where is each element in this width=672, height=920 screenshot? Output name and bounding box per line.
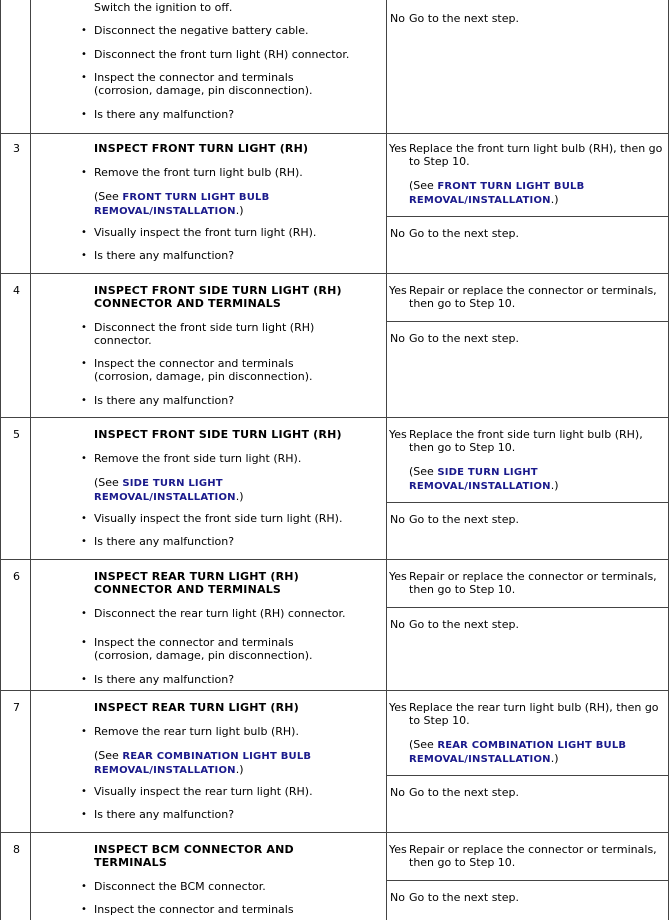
- list-item: Disconnect the BCM connector.: [94, 880, 266, 893]
- step-number: 4: [13, 284, 20, 297]
- step-heading: INSPECT REAR TURN LIGHT (RH) CONNECTOR AND TERMINALS: [94, 570, 299, 596]
- table-row: [0, 0, 669, 134]
- list-item: Disconnect the negative battery cable.: [94, 24, 309, 37]
- list-item: Inspect the connector and terminals (corrosion, damage, pin disconnection).: [94, 357, 313, 383]
- list-item: Inspect the connector and terminals (corrosion, damage, pin disconnection).: [94, 636, 313, 662]
- bullet-icon: •: [81, 536, 87, 547]
- list-item: Is there any malfunction?: [94, 535, 235, 548]
- reference-link[interactable]: SIDE TURN LIGHT REMOVAL/INSTALLATION: [409, 467, 551, 492]
- list-item: Remove the front turn light bulb (RH).: [94, 166, 303, 179]
- list-item: Is there any malfunction?: [94, 394, 235, 407]
- bullet-icon: •: [81, 513, 87, 524]
- bullet-icon: •: [81, 109, 87, 120]
- step-number: 5: [13, 428, 20, 441]
- no-answer: Go to the next step.: [409, 12, 519, 25]
- list-item: Disconnect the rear turn light (RH) connector.: [94, 607, 346, 620]
- see-reference: (See REAR COMBINATION LIGHT BULB REMOVAL/INSTALLATION.): [409, 738, 627, 765]
- list-item: Visually inspect the front turn light (RH).: [94, 226, 317, 239]
- list-item: Is there any malfunction?: [94, 673, 235, 686]
- bullet-icon: •: [81, 395, 87, 406]
- no-label: No: [390, 618, 405, 631]
- table-row: [0, 560, 669, 691]
- bullet-icon: •: [81, 786, 87, 797]
- reference-link[interactable]: SIDE TURN LIGHT REMOVAL/INSTALLATION: [94, 478, 236, 503]
- bullet-icon: •: [81, 227, 87, 238]
- list-item: Is there any malfunction?: [94, 808, 235, 821]
- bullet-icon: •: [81, 453, 87, 464]
- no-label: No: [390, 786, 405, 799]
- no-answer: Go to the next step.: [409, 332, 519, 345]
- list-item: Visually inspect the rear turn light (RH).: [94, 785, 313, 798]
- bullet-icon: •: [81, 608, 87, 619]
- list-item: Inspect the connector and terminals (corrosion, damage, pin disconnection).: [94, 71, 313, 97]
- reference-link[interactable]: REAR COMBINATION LIGHT BULB REMOVAL/INSTALLATION: [94, 751, 312, 776]
- see-reference: (See FRONT TURN LIGHT BULB REMOVAL/INSTALLATION.): [94, 190, 270, 217]
- step-number: 6: [13, 570, 20, 583]
- list-item: Visually inspect the front side turn light (RH).: [94, 512, 343, 525]
- no-answer: Go to the next step.: [409, 891, 519, 904]
- bullet-icon: •: [81, 358, 87, 369]
- table-row: [0, 134, 669, 274]
- no-answer: Go to the next step.: [409, 618, 519, 631]
- yes-label: Yes: [389, 843, 407, 856]
- bullet-icon: •: [81, 904, 87, 915]
- yes-answer: Replace the front side turn light bulb (RH), then go to Step 10.: [409, 428, 643, 454]
- list-item: Disconnect the front side turn light (RH) connector.: [94, 321, 315, 347]
- no-answer: Go to the next step.: [409, 227, 519, 240]
- yes-label: Yes: [389, 284, 407, 297]
- yes-answer: Replace the front turn light bulb (RH), then go to Step 10.: [409, 142, 663, 168]
- table-row: [0, 691, 669, 833]
- yes-answer: Repair or replace the connector or terminals, then go to Step 10.: [409, 843, 657, 869]
- bullet-icon: •: [81, 881, 87, 892]
- step-heading: INSPECT FRONT SIDE TURN LIGHT (RH) CONNECTOR AND TERMINALS: [94, 284, 342, 310]
- reference-link[interactable]: REAR COMBINATION LIGHT BULB REMOVAL/INSTALLATION: [409, 740, 627, 765]
- no-answer: Go to the next step.: [409, 786, 519, 799]
- no-label: No: [390, 12, 405, 25]
- bullet-icon: •: [81, 674, 87, 685]
- bullet-icon: •: [81, 167, 87, 178]
- bullet-icon: •: [81, 72, 87, 83]
- list-item: Remove the front side turn light (RH).: [94, 452, 302, 465]
- bullet-icon: •: [81, 809, 87, 820]
- step-heading: INSPECT REAR TURN LIGHT (RH): [94, 701, 299, 714]
- yes-answer: Repair or replace the connector or terminals, then go to Step 10.: [409, 284, 657, 310]
- yes-label: Yes: [389, 701, 407, 714]
- yes-answer: Replace the rear turn light bulb (RH), then go to Step 10.: [409, 701, 659, 727]
- yes-label: Yes: [389, 428, 407, 441]
- table-row: [0, 418, 669, 560]
- bullet-icon: •: [81, 726, 87, 737]
- list-item: Switch the ignition to off.: [94, 1, 233, 14]
- step-heading: INSPECT FRONT SIDE TURN LIGHT (RH): [94, 428, 342, 441]
- no-label: No: [390, 332, 405, 345]
- no-label: No: [390, 227, 405, 240]
- yes-label: Yes: [389, 570, 407, 583]
- see-reference: (See FRONT TURN LIGHT BULB REMOVAL/INSTALLATION.): [409, 179, 585, 206]
- step-number: 8: [13, 843, 20, 856]
- no-answer: Go to the next step.: [409, 513, 519, 526]
- step-heading: INSPECT FRONT TURN LIGHT (RH): [94, 142, 309, 155]
- table-row: [0, 833, 669, 920]
- no-label: No: [390, 513, 405, 526]
- yes-answer: Repair or replace the connector or terminals, then go to Step 10.: [409, 570, 657, 596]
- yes-label: Yes: [389, 142, 407, 155]
- list-item: Remove the rear turn light bulb (RH).: [94, 725, 299, 738]
- list-item: Disconnect the front turn light (RH) connector.: [94, 48, 350, 61]
- list-item: Is there any malfunction?: [94, 249, 235, 262]
- no-label: No: [390, 891, 405, 904]
- see-reference: (See REAR COMBINATION LIGHT BULB REMOVAL/INSTALLATION.): [94, 749, 312, 776]
- bullet-icon: •: [81, 25, 87, 36]
- table-row: [0, 274, 669, 418]
- bullet-icon: •: [81, 322, 87, 333]
- list-item: Inspect the connector and terminals: [94, 903, 294, 916]
- step-number: 3: [13, 142, 20, 155]
- list-item: Is there any malfunction?: [94, 108, 235, 121]
- step-number: 7: [13, 701, 20, 714]
- reference-link[interactable]: FRONT TURN LIGHT BULB REMOVAL/INSTALLATION: [94, 192, 270, 217]
- see-reference: (See SIDE TURN LIGHT REMOVAL/INSTALLATION.): [409, 465, 559, 492]
- bullet-icon: •: [81, 49, 87, 60]
- reference-link[interactable]: FRONT TURN LIGHT BULB REMOVAL/INSTALLATION: [409, 181, 585, 206]
- bullet-icon: •: [81, 250, 87, 261]
- see-reference: (See SIDE TURN LIGHT REMOVAL/INSTALLATION.): [94, 476, 244, 503]
- step-heading: INSPECT BCM CONNECTOR AND TERMINALS: [94, 843, 294, 869]
- bullet-icon: •: [81, 637, 87, 648]
